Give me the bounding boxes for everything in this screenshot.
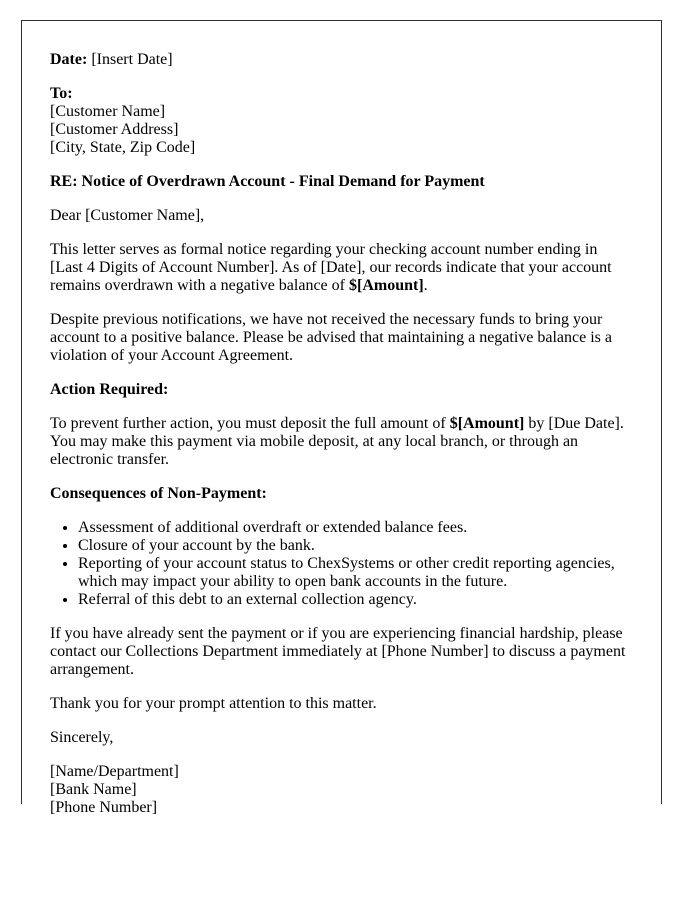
text-run: arrangement.: [50, 661, 134, 678]
salutation: [50, 207, 651, 225]
text-run: Thank you for your prompt attention to this matter.: [50, 695, 377, 712]
text-run: You may make this payment via mobile deposit, at any local branch, or through an: [50, 433, 579, 450]
text-run: contact our Collections Department immediately at [Phone Number] to discuss a payment: [50, 643, 626, 660]
text-run: Sincerely,: [50, 729, 114, 746]
letter-page: [21, 20, 662, 816]
text-run: Dear [Customer Name],: [50, 207, 205, 224]
signature-block: [50, 763, 651, 817]
hardship-paragraph: [50, 625, 651, 679]
bold-text-run: Date:: [50, 51, 88, 68]
text-run: Reporting of your account status to ChexSystems or other credit reporting agencies,: [78, 555, 615, 572]
bold-text-run: RE: Notice of Overdrawn Account - Final Demand for Payment: [50, 173, 485, 190]
intro-paragraph: [50, 241, 651, 295]
warning-paragraph: [50, 311, 651, 365]
signoff: [50, 729, 651, 747]
text-run: This letter serves as formal notice regarding your checking account number ending in: [50, 241, 598, 258]
consequences-list: [50, 519, 651, 609]
list-item: [78, 537, 651, 555]
text-run: [Phone Number]: [50, 799, 158, 816]
closing-thanks: [50, 695, 651, 713]
text-run: Closure of your account by the bank.: [78, 537, 315, 554]
text-run: [Bank Name]: [50, 781, 137, 798]
consequences-heading: [50, 485, 651, 503]
list-item: [78, 519, 651, 537]
text-run: [Name/Department]: [50, 763, 179, 780]
text-run: .: [423, 277, 428, 294]
bold-text-run: Action Required:: [50, 381, 169, 398]
text-run: [Customer Address]: [50, 121, 179, 138]
action-required-heading: [50, 381, 651, 399]
bold-text-run: $[Amount]: [348, 277, 424, 294]
text-run: [Customer Name]: [50, 103, 166, 120]
text-run: [Insert Date]: [87, 51, 173, 68]
text-run: remains overdrawn with a negative balance of: [50, 277, 349, 294]
text-run: Assessment of additional overdraft or extended balance fees.: [78, 519, 468, 536]
text-run: by [Due Date].: [524, 415, 624, 432]
text-run: electronic transfer.: [50, 451, 170, 468]
list-item: [78, 591, 651, 609]
text-run: [Last 4 Digits of Account Number]. As of [Date], our records indicate that your account: [50, 259, 612, 276]
text-run: account to a positive balance. Please be advised that maintaining a negative balance is a: [50, 329, 613, 346]
list-item: [78, 555, 651, 591]
text-run: which may impact your ability to open bank accounts in the future.: [78, 573, 508, 590]
subject-line: [50, 173, 651, 191]
text-run: To prevent further action, you must deposit the full amount of: [50, 415, 450, 432]
action-paragraph: [50, 415, 651, 469]
bold-text-run: To:: [50, 85, 73, 102]
text-run: Despite previous notifications, we have not received the necessary funds to bring your: [50, 311, 603, 328]
text-run: Referral of this debt to an external collection agency.: [78, 591, 417, 608]
date-line: [50, 51, 651, 69]
text-run: If you have already sent the payment or if you are experiencing financial hardship, please: [50, 625, 623, 642]
text-run: [City, State, Zip Code]: [50, 139, 196, 156]
text-run: violation of your Account Agreement.: [50, 347, 294, 364]
recipient-block: [50, 85, 651, 157]
bold-text-run: Consequences of Non-Payment:: [50, 485, 267, 502]
bold-text-run: $[Amount]: [449, 415, 525, 432]
